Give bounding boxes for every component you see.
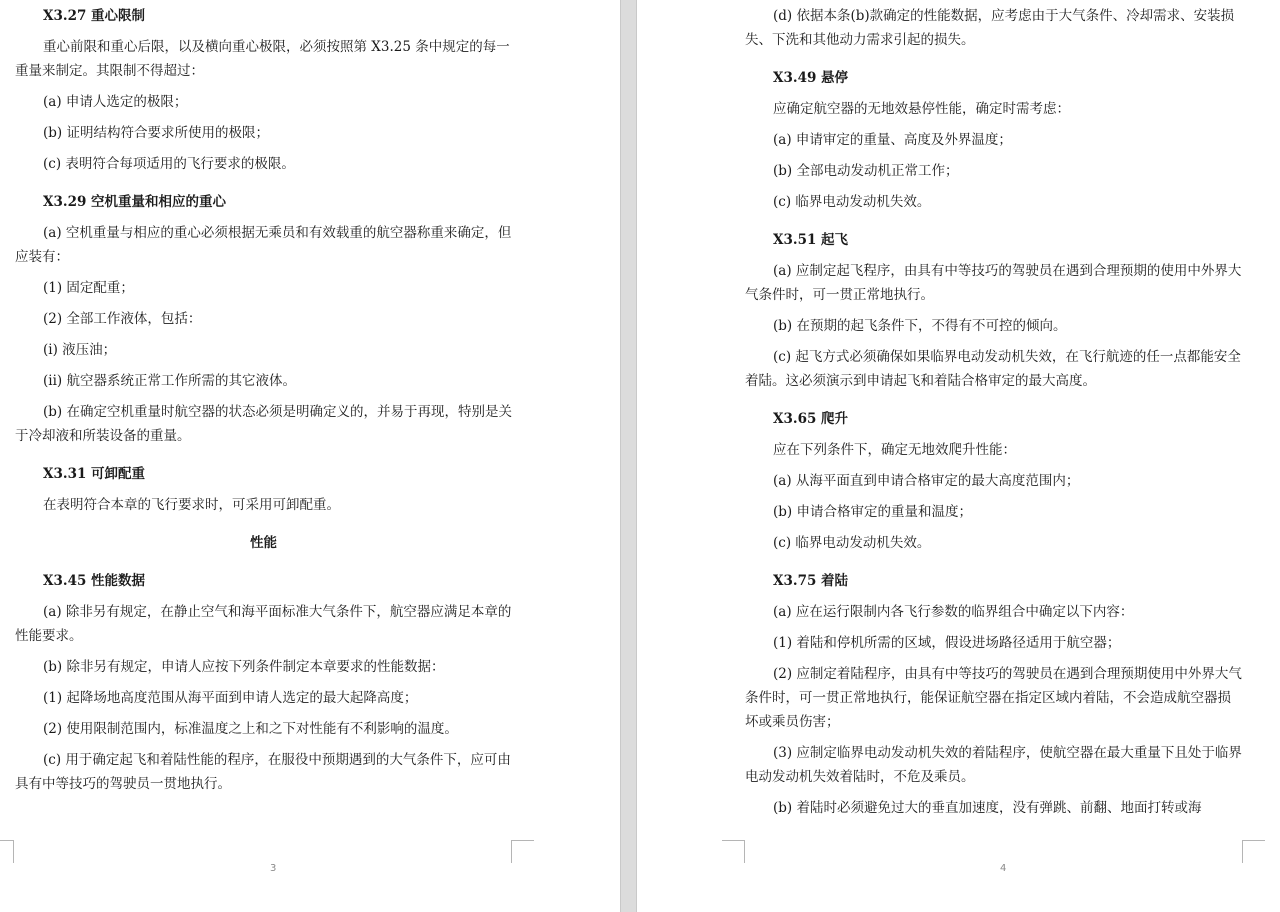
paragraph: (d) 依据本条(b)款确定的性能数据，应考虑由于大气条件、冷却需求、安装损失、下洗和其他动力需求引起的损失。 [745, 8, 1235, 48]
paragraph: (2) 应制定着陆程序，由具有中等技巧的驾驶员在遇到合理预期使用中外界大气条件时，可一贯正常地执行，能保证航空器在指定区域内着陆，不会造成航空器损坏或乘员伤害； [745, 666, 1242, 730]
list-item: 应在下列条件下，确定无地效爬升性能： [773, 442, 1016, 458]
list-item: (c) 表明符合每项适用的飞行要求的极限。 [43, 156, 295, 172]
list-item: (1) 固定配重； [43, 280, 134, 296]
list-item: (c) 临界电动发动机失效。 [773, 535, 931, 551]
page-3-content [15, 4, 512, 796]
list-item: (i) 液压油； [43, 342, 117, 358]
section-heading: X3.65 爬升 [773, 411, 849, 427]
section-heading: X3.31 可卸配重 [43, 466, 146, 482]
list-item: (b) 证明结构符合要求所使用的极限； [43, 125, 269, 141]
list-item: (a) 应在运行限制内各飞行参数的临界组合中确定以下内容： [773, 604, 1134, 620]
section-heading: X3.27 重心限制 [43, 8, 146, 24]
list-item: (2) 使用限制范围内，标准温度之上和之下对性能有不利影响的温度。 [43, 721, 458, 737]
list-item: (b) 着陆时必须避免过大的垂直加速度，没有弹跳、前翻、地面打转或海 [773, 800, 1202, 816]
chapter-title: 性能 [250, 535, 277, 551]
list-item: (a) 申请人选定的极限； [43, 94, 188, 110]
page-number: 3 [270, 863, 277, 874]
list-item: (a) 从海平面直到申请合格审定的最大高度范围内； [773, 473, 1080, 489]
list-item: (b) 在预期的起飞条件下，不得有不可控的倾向。 [773, 318, 1067, 334]
list-item: (c) 临界电动发动机失效。 [773, 194, 931, 210]
paragraph: (a) 应制定起飞程序，由具有中等技巧的驾驶员在遇到合理预期的使用中外界大气条件时，可一贯正常地执行。 [745, 263, 1242, 303]
section-heading: X3.51 起飞 [773, 232, 849, 248]
crop-mark-bottom-right [511, 840, 534, 863]
crop-mark-bottom-right [1242, 840, 1265, 863]
section-heading: X3.75 着陆 [773, 573, 849, 589]
document-page-4 [637, 0, 1280, 912]
crop-mark-bottom-left [0, 840, 14, 863]
vertical-scrollbar[interactable] [620, 0, 637, 912]
document-page-3 [0, 0, 620, 912]
page-4-content [745, 4, 1242, 820]
paragraph: (c) 用于确定起飞和着陆性能的程序，在服役中预期遇到的大气条件下，应可由具有中等技巧的驾驶员一贯地执行。 [15, 752, 511, 792]
paragraph: (c) 起飞方式必须确保如果临界电动发动机失效，在飞行航迹的任一点都能安全着陆。这必须演示到申请起飞和着陆合格审定的最大高度。 [745, 349, 1241, 389]
list-item: (b) 全部电动发动机正常工作； [773, 163, 959, 179]
list-item: (a) 申请审定的重量、高度及外界温度； [773, 132, 1012, 148]
crop-mark-bottom-left [722, 840, 745, 863]
paragraph: (3) 应制定临界电动发动机失效的着陆程序，使航空器在最大重量下且处于临界电动发动机失效着陆时，不危及乘员。 [745, 745, 1242, 785]
paragraph: (b) 在确定空机重量时航空器的状态必须是明确定义的，并易于再现，特别是关于冷却液和所装设备的重量。 [15, 404, 512, 444]
list-item: (b) 申请合格审定的重量和温度； [773, 504, 972, 520]
section-heading: X3.45 性能数据 [43, 573, 146, 589]
paragraph: 重心前限和重心后限，以及横向重心极限，必须按照第 X3.25 条中规定的每一重量来制定。其限制不得超过： [15, 39, 510, 79]
paragraph: 在表明符合本章的飞行要求时，可采用可卸配重。 [43, 497, 340, 513]
section-heading: X3.29 空机重量和相应的重心 [43, 194, 227, 210]
paragraph: (a) 除非另有规定，在静止空气和海平面标准大气条件下，航空器应满足本章的性能要求。 [15, 604, 512, 644]
page-number: 4 [1000, 863, 1007, 874]
list-item: (ii) 航空器系统正常工作所需的其它液体。 [43, 373, 296, 389]
list-item: 应确定航空器的无地效悬停性能，确定时需考虑： [773, 101, 1070, 117]
paragraph: (a) 空机重量与相应的重心必须根据无乘员和有效载重的航空器称重来确定，但应装有： [15, 225, 512, 265]
section-heading: X3.49 悬停 [773, 70, 849, 86]
list-item: (b) 除非另有规定，申请人应按下列条件制定本章要求的性能数据： [43, 659, 445, 675]
list-item: (2) 全部工作液体，包括： [43, 311, 202, 327]
list-item: (1) 着陆和停机所需的区域，假设进场路径适用于航空器； [773, 635, 1121, 651]
list-item: (1) 起降场地高度范围从海平面到申请人选定的最大起降高度； [43, 690, 418, 706]
